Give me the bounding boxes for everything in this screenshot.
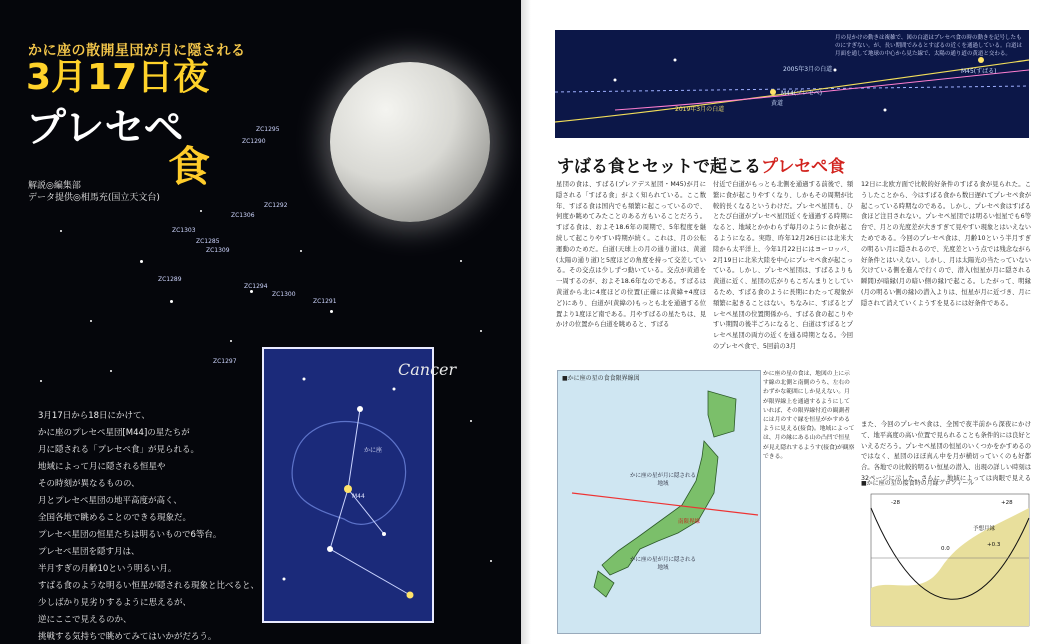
crab-outline (292, 422, 406, 525)
star-label: ZC1309 (206, 247, 230, 254)
lead-line: 少しばかり見劣りするように思えるが、 (38, 598, 192, 608)
star (327, 546, 333, 552)
article-title-char: 食 (168, 142, 211, 191)
japan-map (557, 370, 761, 634)
star (330, 310, 333, 313)
chart-label: 予想月縁 (973, 526, 996, 532)
lead-line: その時刻が異なるものの、 (38, 479, 140, 489)
star (470, 420, 472, 422)
star (170, 300, 173, 303)
lead-line: プレセペ星団の恒星たちは明るいもので6等台。 (38, 530, 222, 540)
chart-label: 黄道 (771, 100, 784, 107)
section-heading (557, 152, 845, 177)
limb-profile-chart (861, 480, 1033, 638)
star (480, 330, 482, 332)
chart-title: ■かに座の星の接食時の月縁プロフィール (861, 480, 975, 487)
star (283, 578, 286, 581)
star-label: ZC1289 (158, 276, 182, 283)
star-label: ZC1290 (242, 138, 266, 145)
lead-text (38, 408, 259, 644)
star-label: ZC1292 (264, 202, 288, 209)
chart-note: 月の見かけの動きは複雑で、図の白道はプレセペ食の時の動きを記号したものにすぎない。が、長い期間でみるとすばるの近くを通過している。白道は月面を通して地球の中心から見た線で、太陽の通り道の黄道と交わる。 (835, 35, 1023, 57)
star (300, 250, 302, 252)
chart-label: 2005年3月の白道 (783, 66, 833, 73)
constellation-line (330, 409, 410, 595)
lead-line: すばる食のような明るい恒星が隠される現象と比べると、 (38, 581, 260, 591)
chart-label: +0.3 (987, 542, 1001, 548)
map-caption: かに座の星の食は、地図の上に示す線の北側と南側のうち、左右のわずかな範囲にしか見えない。月が限界線上を通過するようにしていれば、その限界線付近の観測者には月のすぐ縁を恒星がかすめるように見える(接食)。地域によっては、月の縁にある山の凸凹で恒星が見え隠れするようす(接食)が観察できる。 (763, 371, 855, 460)
body-column: 星団の食は、すばる(プレアデス星団・M45)が月に隠される「すばる食」がよく知られている。ここ数年、すばる食は国内でも頻繁に起こっているので、何度か眺めてみたことのある方もいることだろう。すばる食は、およそ18.6年の周期で、5年程度を継続して起こりやすい時期が続く。これは、月の公転運動のためだ。白道(天球上の月の通り道)は、黄道(太陽の通り道)と5度ほどの角度を持って交差している。その交点は少しずつ動いている。交点が黄道を一周するのが、およそ18.6年なのである。すばるは黄道から北に4度ほどの位置(正確には黄緯+4度ほど)にあり、白道が(黄緯の)もっとも北を通過する位置より1度ほど南である。月やすばるの星たちは、見かけの位置から白道を眺めると、すばる (556, 181, 706, 329)
map-title: ■かに座の星の食食限界線図 (562, 375, 640, 382)
map-label: かに座の星が月に隠される地域 (629, 473, 696, 487)
star (357, 406, 363, 412)
star (200, 210, 202, 212)
map-label: かに座 (364, 447, 383, 454)
star-label: ZC1294 (244, 283, 268, 290)
lead-line: 半月すぎの月齢10という明るい月。 (38, 564, 177, 574)
lead-line: 月とプレセペ星団の地平高度が高く、 (38, 496, 182, 506)
star-label: ZC1291 (313, 298, 337, 305)
article-title: プレセペ (26, 105, 184, 151)
chart-label: 0.0 (941, 546, 950, 552)
lead-line: 地域によって月に隠される恒星や (38, 462, 166, 472)
presepe-marker (770, 89, 776, 95)
chart-label: -28 (891, 500, 900, 506)
article-date: 3月17日夜 (26, 57, 210, 98)
body-column: 12日に北欧方面で比較的好条件のすばる食が見られた。こうしたことから、今はすばる食から数日遅れてプレセペ食が起こっている時期なのである。しかし、プレセペ食はすばる食ほど注目されない。プレセペ星団では明るい恒星でも6等台で、月との光度差が大きすぎて見やすい現象とはいえないためである。今回のプレセペ食は、月齢10という半月すぎの明るい月に隠されるので、光度差という点では残念ながら好条件とはいえない。しかし、月は太陽光の当たっていない欠けている側を進んで行くので、潜入(恒星が月に隠される瞬間)が暗縁(月の暗い側の縁)で起こる。したがって、明縁(月の明るい側の縁)の潜入よりは、恒星が月に近づき、月に隠されて消えていくようすを見るには好条件である。 (861, 181, 1031, 307)
credit-line: 解説◎編集部 (28, 181, 81, 191)
body-column: 付近で白道がもっとも北側を通過する前後で、頻繁に食が起こりやすくなり、しかもその周期が比較的長くなるというわけだ。プレセペ星団も、ひとたび白道がプレセペ星団近くを通過する時期になると、地域とかかわらず毎月のように食が起こるようになる。実際、昨年12月26日には北米大陸から太平洋上、今年1月22日にはヨーロッパ、2月19日に北米大陸を中心にプレセペ食が起こっている。しかし、プレセペ星団は、すばるよりも黄道に近く、星団の広がりもこぢんまりとしているため、すばる食のように長期にわたって現象が頻繁に起きることはない。ちなみに、すばるとプレセペ星団の位置関係から、すばる食の起こりやすい期間の後半ごろになると、白道はすばるとプレセペ星団の両方の近くを通る時期となる。今回のプレセペ食で、5回前の3月 (713, 181, 853, 350)
japan-map-drawing (558, 371, 760, 633)
star (344, 485, 352, 493)
star-label: ZC1297 (213, 358, 237, 365)
star (674, 59, 677, 62)
star-label: ZC1306 (231, 212, 255, 219)
star (834, 69, 837, 72)
star (140, 260, 143, 263)
lead-line: かに座のプレセペ星団[M44]の星たちが (38, 428, 190, 438)
star-label: ZC1285 (196, 238, 220, 245)
star-label: ZC1303 (172, 227, 196, 234)
lead-line: 3月17日から18日にかけて、 (38, 411, 150, 421)
chart-label: M44(プレセペ) (781, 90, 823, 97)
lead-line: プレセペ星団を隠す月は、 (38, 547, 140, 557)
kicker: かに座の散開星団が月に隠される (28, 43, 246, 59)
moon-image (330, 62, 490, 222)
constellation-drawing (264, 349, 432, 621)
chart-label: +28 (1001, 500, 1013, 506)
chart-label: 2019年3月の白道 (675, 106, 725, 113)
map-label: M44 (352, 493, 365, 500)
star (393, 388, 396, 391)
star (382, 532, 386, 536)
right-page (531, 0, 1040, 644)
constellation-map (262, 347, 434, 623)
star (407, 592, 414, 599)
star (614, 79, 617, 82)
star (460, 260, 462, 262)
star (90, 320, 92, 322)
star (40, 380, 42, 382)
lead-line: 月に隠される「プレセペ食」が見られる。 (38, 445, 199, 455)
lead-line: 挑戦する気持ちで眺めてみてはいかがだろう。 (38, 632, 217, 642)
heading-text: すばる食とセットで起こる (557, 157, 761, 177)
star (250, 290, 253, 293)
star (884, 109, 887, 112)
star-label: ZC1300 (272, 291, 296, 298)
chart-label: M45(すばる) (961, 68, 997, 75)
star (60, 230, 62, 232)
star (110, 370, 112, 372)
star (490, 560, 492, 562)
heading-highlight: プレセペ食 (761, 157, 845, 177)
page-gutter (521, 0, 531, 644)
lead-line: 逆にここで見えるのか、 (38, 615, 132, 625)
constellation-name: Cancer (398, 360, 457, 379)
credit-line: データ提供◎相馬充(国立天文台) (28, 193, 160, 203)
lead-line: 全国各地で眺めることのできる現象だ。 (38, 513, 192, 523)
body-column: また、今回のプレセペ食は、全国で夜半前から深夜にかけて、地平高度の高い位置で見られることも条件的には良好といえるだろう。プレセペ星団の恒星のいくつかをかすめるのではなく、星団のほぼ真ん中を月が横切っていくのも好都合。各地での比較的明るい恒星の潜入、出現の詳しい時刻は32ページに示した。さらに、地域によっては肉眼で見える (861, 421, 1031, 482)
star (303, 378, 306, 381)
credits (28, 180, 160, 204)
map-label: 南限界線 (678, 519, 701, 525)
limit-line (572, 493, 758, 515)
limb-profile-drawing (861, 488, 1033, 638)
star (230, 340, 232, 342)
map-label: かに座の星が月に隠される地域 (629, 557, 696, 571)
star-label: ZC1295 (256, 126, 280, 133)
ecliptic-chart (555, 30, 1029, 138)
